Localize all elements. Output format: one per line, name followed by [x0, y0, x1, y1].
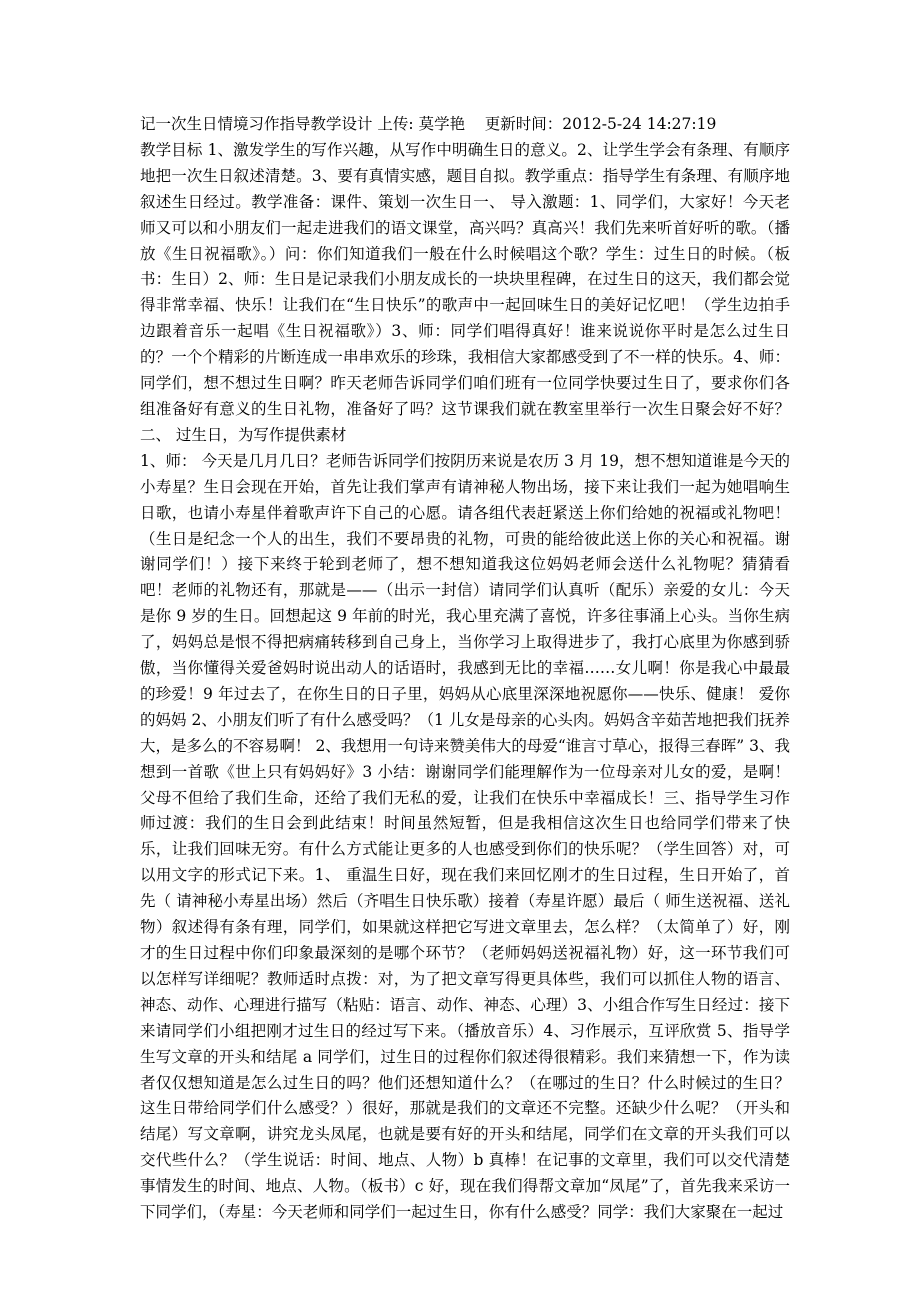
paragraph-teaching-goals: 教学目标 1、激发学生的写作兴趣，从写作中明确生日的意义。2、让学生学会有条理、有顺序地把一次生日叙述清楚。3、要有真情实感，题目自拟。教学重点：指导学生有条理、有顺序地叙述生日经过。教学准备：课件、策划一次生日一、 导入激题：1、同学们，大家好！今天老师又可以和小朋友们一起走进我们的语文课堂，高兴吗？真高兴！我们先来听首好听的歌。（播放《生日祝福歌》。）问：你们知道我们一般在什么时候唱这个歌？学生：过生日的时候。（板书：生日）2、师：生日是记录我们小朋友成长的一块块里程碑，在过生日的这天，我们都会觉得非常幸福、快乐！让我们在“生日快乐”的歌声中一起回味生日的美好记忆吧！（学生边拍手边跟着音乐一起唱《生日祝福歌》）3、师：同学们唱得真好！谁来说说你平时是怎么过生日的？一个个精彩的片断连成一串串欢乐的珍珠，我相信大家都感受到了不一样的快乐。4、师：同学们，想不想过生日啊？昨天老师告诉同学们咱们班有一位同学快要过生日了，要求你们各组准备好有意义的生日礼物，准备好了吗？这节课我们就在教室里举行一次生日聚会好不好？二、 过生日，为写作提供素材: [140, 140, 790, 444]
paragraph-birthday-activity: 1、师： 今天是几月几日？老师告诉同学们按阴历来说是农历 3 月 19，想不想知道谁是今天的小寿星？生日会现在开始，首先让我们掌声有请神秘人物出场，接下来让我们一起为她唱响生日歌，也请小寿星伴着歌声许下自己的心愿。请各组代表赶紧送上你们给她的祝福或礼物吧！（生日是纪念一个人的出生，我们不要昂贵的礼物，可贵的能给彼此送上你的关心和祝福。谢谢同学们！）接下来终于轮到老师了，想不想知道我这位妈妈老师会送什么礼物呢？猜猜看吧！老师的礼物还有，那就是——（出示一封信）请同学们认真听（配乐）亲爱的女儿：今天是你 9 岁的生日。回想起这 9 年前的时光，我心里充满了喜悦，许多往事涌上心头。当你生病了，妈妈总是恨不得把病痛转移到自己身上，当你学习上取得进步了，我打心底里为你感到骄傲，当你懂得关爱爸妈时说出动人的话语时，我感到无比的幸福……女儿啊！你是我心中最最的珍爱！9 年过去了，在你生日的日子里，妈妈从心底里深深地祝愿你——快乐、健康！ 爱你的妈妈 2、小朋友们听了有什么感受吗？（1 儿女是母亲的心头肉。妈妈含辛茹苦地把我们抚养大，是多么的不容易啊！ 2、我想用一句诗来赞美伟大的母爱“谁言寸草心，报得三春晖” 3、我想到一首歌《世上只有妈妈好》3 小结：谢谢同学们能理解作为一位母亲对儿女的爱，是啊！父母不但给了我们生命，还给了我们无私的爱，让我们在快乐中幸福成长！三、指导学生习作 师过渡：我们的生日会到此结束！时间虽然短暂，但是我相信这次生日也给同学们带来了快乐，让我们回味无穷。有什么方式能让更多的人也感受到你们的快乐呢？（学生回答）对，可以用文字的形式记下来。1、 重温生日好，现在我们来回忆刚才的生日过程，生日开始了，首先（ 请神秘小寿星出场）然后（齐唱生日快乐歌）接着（寿星许愿）最后（ 师生送祝福、送礼物）叙述得有条有理，同学们，如果就这样把它写进文章里去，怎么样？（太简单了）好，刚才的生日过程中你们印象最深刻的是哪个环节？（老师妈妈送祝福礼物）好，这一环节我们可以怎样写详细呢？教师适时点拨：对，为了把文章写得更具体些，我们可以抓住人物的语言、神态、动作、心理进行描写（粘贴：语言、动作、神态、心理）3、小组合作写生日经过：接下来请同学们小组把刚才过生日的经过写下来。（播放音乐）4、习作展示，互评欣赏 5、指导学生写文章的开头和结尾 a 同学们，过生日的过程你们叙述得很精彩。我们来猜想一下，作为读者仅仅想知道是怎么过生日的吗？他们还想知道什么？（在哪过的生日？什么时候过的生日？这生日带给同学们什么感受？）很好，那就是我们的文章还不完整。还缺少什么呢？（开头和结尾）写文章啊，讲究龙头凤尾，也就是要有好的开头和结尾，同学们在文章的开头我们可以交代些什么？（学生说话：时间、地点、人物）b 真棒！在记事的文章里，我们可以交代清楚事情发生的时间、地点、人物。（板书）c 好，现在我们得帮文章加“凤尾”了，首先我来采访一下同学们，（寿星：今天老师和同学们一起过生日，你有什么感受？同学：我们大家聚在一起过: [140, 451, 790, 1222]
document-body: [140, 112, 790, 1226]
document-header: 记一次生日情境习作指导教学设计 上传: 莫学艳 更新时间：2012-5-24 14:27:19: [140, 115, 717, 133]
